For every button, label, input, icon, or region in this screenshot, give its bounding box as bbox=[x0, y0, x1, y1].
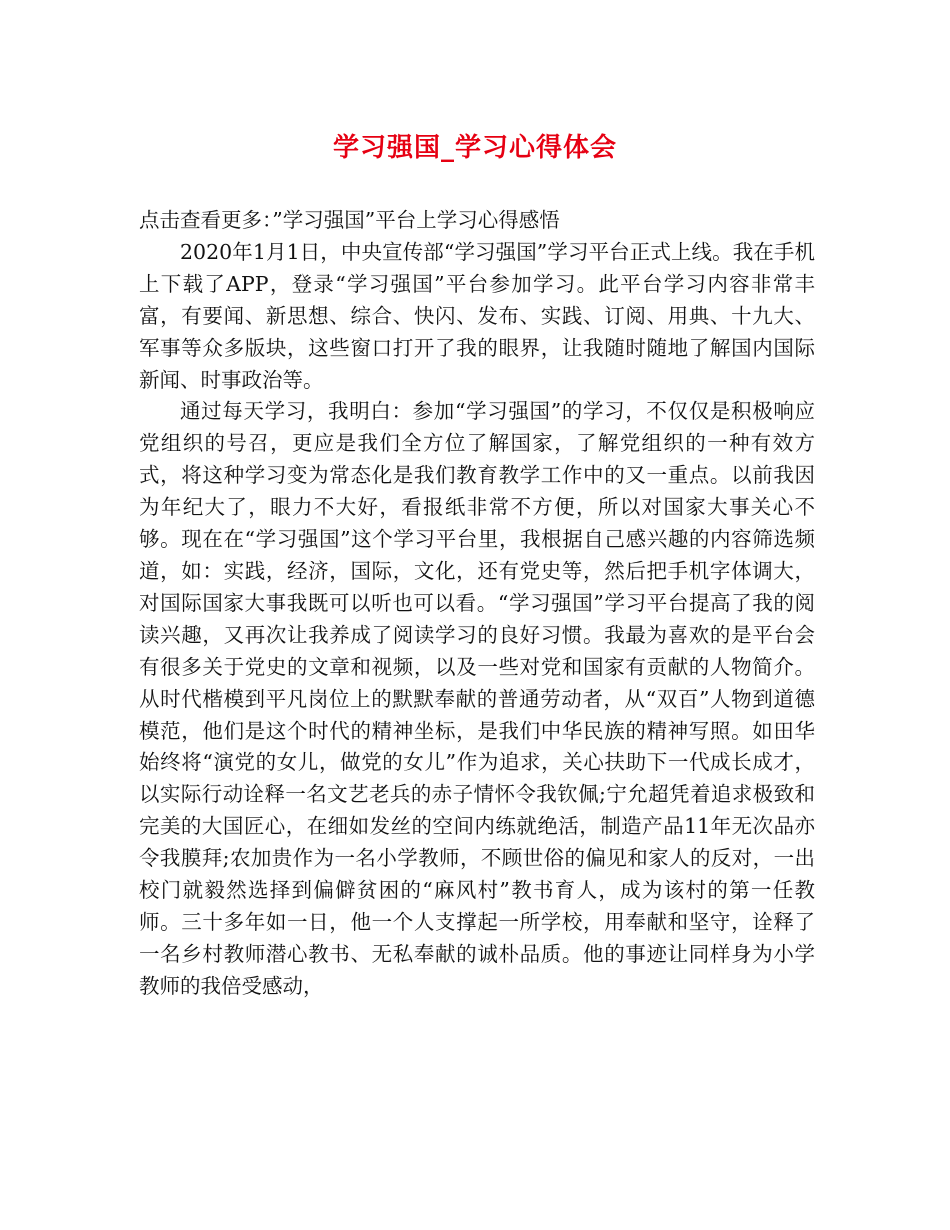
document-body bbox=[139, 205, 815, 1003]
intro-link-text: 点击查看更多：”学习强国”平台上学习心得感悟 bbox=[139, 208, 560, 232]
document-title: 学习强国_学习心得体会 bbox=[332, 133, 617, 163]
paragraph-2: 通过每天学习，我明白：参加“学习强国”的学习，不仅仅是积极响应党组织的号召，更应是我们全方位了解国家，了解党组织的一种有效方式，将这种学习变为常态化是我们教育教学工作中的又一重点。以前我因为年纪大了，眼力不大好，看报纸非常不方便，所以对国家大事关心不够。现在在“学习强国”这个学习平台里，我根据自己感兴趣的内容筛选频道，如：实践，经济，国际，文化，还有党史等，然后把手机字体调大，对国际国家大事我既可以听也可以看。“学习强国”学习平台提高了我的阅读兴趣，又再次让我养成了阅读学习的良好习惯。我最为喜欢的是平台会有很多关于党史的文章和视频，以及一些对党和国家有贡献的人物简介。从时代楷模到平凡岗位上的默默奉献的普通劳动者，从“双百”人物到道德模范，他们是这个时代的精神坐标，是我们中华民族的精神写照。如田华始终将“演党的女儿，做党的女儿”作为追求，关心扶助下一代成长成才，以实际行动诠释一名文艺老兵的赤子情怀令我钦佩;宁允超凭着追求极致和完美的大国匠心，在细如发丝的空间内练就绝活，制造产品11年无次品亦令我膜拜;农加贵作为一名小学教师，不顾世俗的偏见和家人的反对，一出校门就毅然选择到偏僻贫困的“麻风村”教书育人，成为该村的第一任教师。三十多年如一日，他一个人支撑起一所学校，用奉献和坚守，诠释了一名乡村教师潜心教书、无私奉献的诚朴品质。他的事迹让同样身为小学教师的我倍受感动， bbox=[139, 399, 815, 998]
paragraph-1: 2020年1月1日，中央宣传部“学习强国”学习平台正式上线。我在手机上下载了APP，登录“学习强国”平台参加学习。此平台学习内容非常丰富，有要闻、新思想、综合、快闪、发布、实践、订阅、用典、十九大、军事等众多版块，这些窗口打开了我的眼界，让我随时随地了解国内国际新闻、时事政治等。 bbox=[139, 239, 815, 392]
